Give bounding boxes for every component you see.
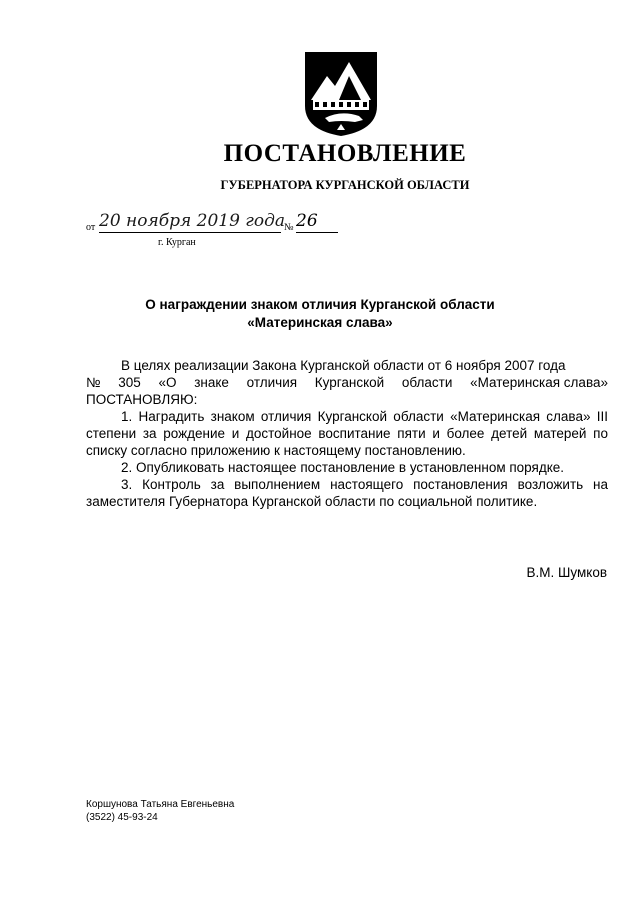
handwritten-number: 26 bbox=[296, 211, 338, 233]
law-word-2: знаке bbox=[194, 375, 229, 390]
preamble-line-1: В целях реализации Закона Курганской области от 6 ноября 2007 года bbox=[121, 358, 566, 373]
heading-line-1: О награждении знаком отличия Курганской области bbox=[145, 297, 495, 312]
executor-phone: (3522) 45-93-24 bbox=[86, 812, 158, 823]
number-prefix: № bbox=[284, 222, 294, 233]
law-word-3: отличия bbox=[246, 375, 298, 390]
decree-word: ПОСТАНОВЛЯЮ: bbox=[86, 392, 198, 407]
law-number: 305 bbox=[118, 375, 141, 390]
signature: В.М. Шумков bbox=[526, 565, 607, 580]
resolution-heading bbox=[0, 296, 640, 332]
preamble-law-line bbox=[86, 374, 608, 391]
law-word-4: Курганской bbox=[314, 375, 385, 390]
item-3: 3. Контроль за выполнением настоящего постановления возложить на заместителя Губернатора Курганской области по социальной политике. bbox=[86, 477, 608, 509]
item-1: 1. Наградить знаком отличия Курганской области «Материнская слава» III степени за рождение и достойное воспитание пяти и более детей матерей по списку согласно приложению к настоящему постановлению. bbox=[86, 409, 608, 458]
law-word-1: «О bbox=[158, 375, 177, 390]
document-subtitle: ГУБЕРНАТОРА КУРГАНСКОЙ ОБЛАСТИ bbox=[220, 178, 470, 192]
resolution-body bbox=[86, 357, 608, 510]
heading-line-2: «Материнская слава» bbox=[247, 315, 393, 330]
law-word-6: «Материнская слава» bbox=[470, 375, 608, 390]
law-number-sign: № bbox=[86, 375, 101, 390]
law-word-5: области bbox=[401, 375, 453, 390]
date-prefix: от bbox=[86, 222, 96, 233]
executor-info bbox=[86, 798, 234, 824]
handwritten-date: 20 ноября 2019 года bbox=[99, 211, 286, 231]
date-number-line bbox=[86, 213, 386, 263]
document-title: ПОСТАНОВЛЕНИЕ bbox=[223, 140, 467, 167]
item-2: 2. Опубликовать настоящее постановление в установленном порядке. bbox=[121, 460, 565, 475]
executor-name: Коршунова Татьяна Евгеньевна bbox=[86, 799, 235, 810]
city-label: г. Курган bbox=[158, 237, 196, 248]
kurgan-region-emblem-icon bbox=[301, 50, 381, 138]
